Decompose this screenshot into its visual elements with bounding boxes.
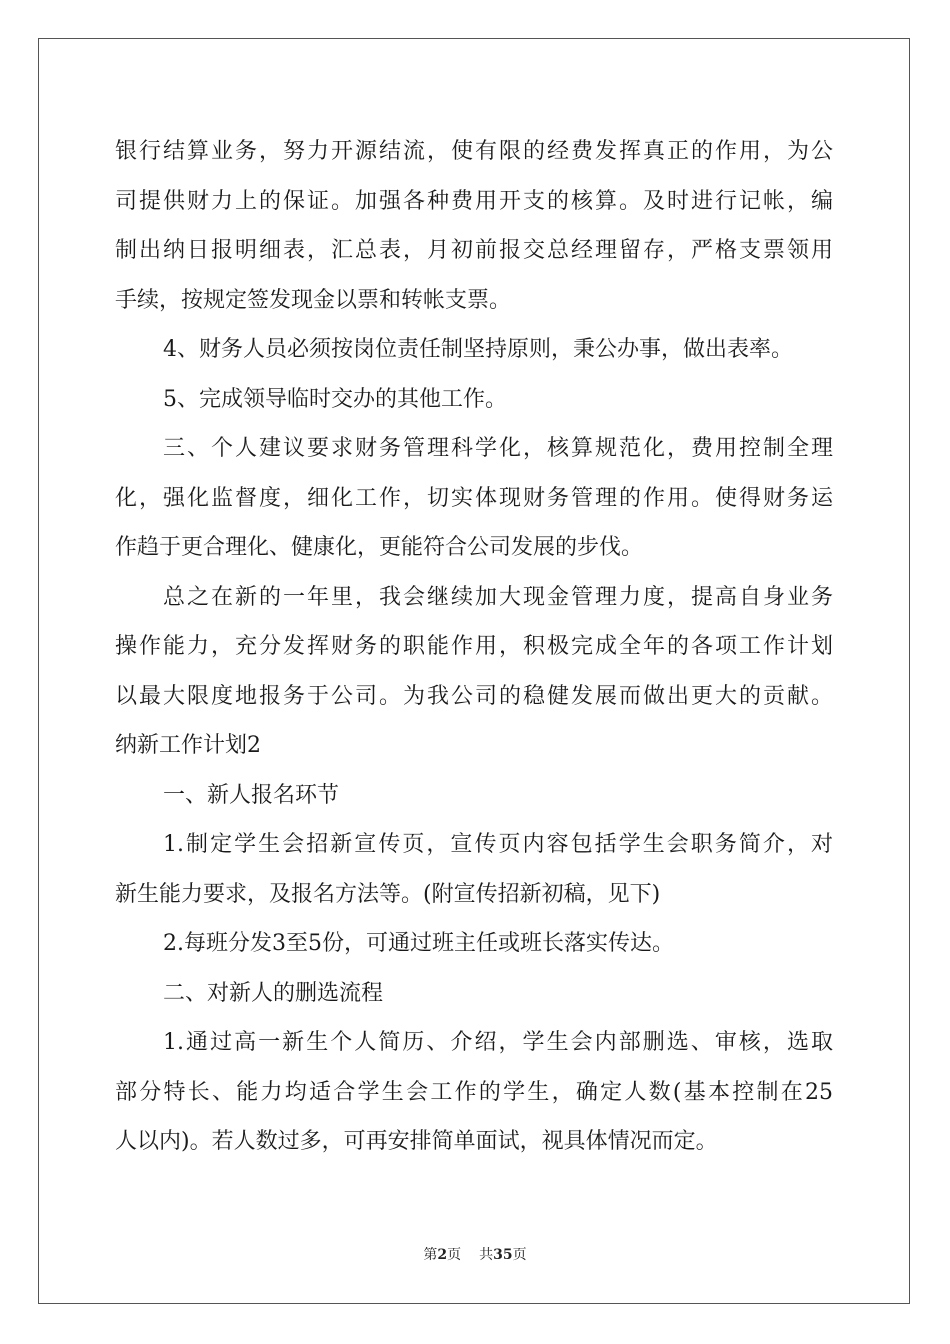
text-line: 以最大限度地报务于公司。为我公司的稳健发展而做出更大的贡献。 — [115, 683, 833, 709]
text-line: 化，强化监督度，细化工作，切实体现财务管理的作用。使得财务运 — [115, 485, 833, 511]
footer-total-suffix: 页 — [512, 1247, 527, 1263]
text-line: 制出纳日报明细表，汇总表，月初前报交总经理留存，严格支票领用 — [115, 238, 833, 263]
page-number: 2 — [437, 1247, 448, 1263]
text-line: 新生能力要求，及报名方法等。(附宣传招新初稿，见下) — [115, 881, 661, 907]
text-line: 1.通过高一新生个人简历、介绍，学生会内部删选、审核，选取 — [163, 1030, 833, 1055]
page-footer — [0, 1244, 950, 1264]
footer-page-suffix: 页 — [447, 1247, 462, 1263]
section-heading: 纳新工作计划2 — [115, 733, 261, 758]
text-line: 一、新人报名环节 — [163, 782, 340, 808]
text-line: 银行结算业务，努力开源结流，使有限的经费发挥真正的作用，为公 — [115, 139, 833, 164]
text-line: 手续，按规定签发现金以票和转帐支票。 — [115, 287, 512, 313]
footer-total-prefix: 共 — [479, 1247, 494, 1263]
document-body — [115, 127, 833, 1167]
text-line: 作趋于更合理化、健康化，更能符合公司发展的步伐。 — [115, 535, 644, 560]
text-line: 4、财务人员必须按岗位责任制坚持原则，秉公办事，做出表率。 — [163, 337, 793, 362]
footer-prefix: 第 — [423, 1247, 438, 1263]
text-line: 人以内)。若人数过多，可再安排简单面试，视具体情况而定。 — [115, 1129, 718, 1154]
text-line: 部分特长、能力均适合学生会工作的学生，确定人数(基本控制在25 — [115, 1079, 833, 1105]
total-pages: 35 — [493, 1247, 513, 1263]
text-line: 总之在新的一年里，我会继续加大现金管理力度，提高自身业务 — [163, 584, 833, 610]
text-line: 操作能力，充分发挥财务的职能作用，积极完成全年的各项工作计划 — [115, 634, 833, 659]
text-line: 二、对新人的删选流程 — [163, 980, 384, 1006]
text-line: 5、完成领导临时交办的其他工作。 — [163, 386, 507, 412]
text-line: 司提供财力上的保证。加强各种费用开支的核算。及时进行记帐，编 — [115, 188, 833, 214]
text-line: 2.每班分发3至5份，可通过班主任或班长落实传达。 — [163, 931, 674, 956]
text-line: 1.制定学生会招新宣传页，宣传页内容包括学生会职务简介，对 — [163, 832, 833, 857]
text-line: 三、个人建议要求财务管理科学化，核算规范化，费用控制全理 — [163, 436, 833, 461]
